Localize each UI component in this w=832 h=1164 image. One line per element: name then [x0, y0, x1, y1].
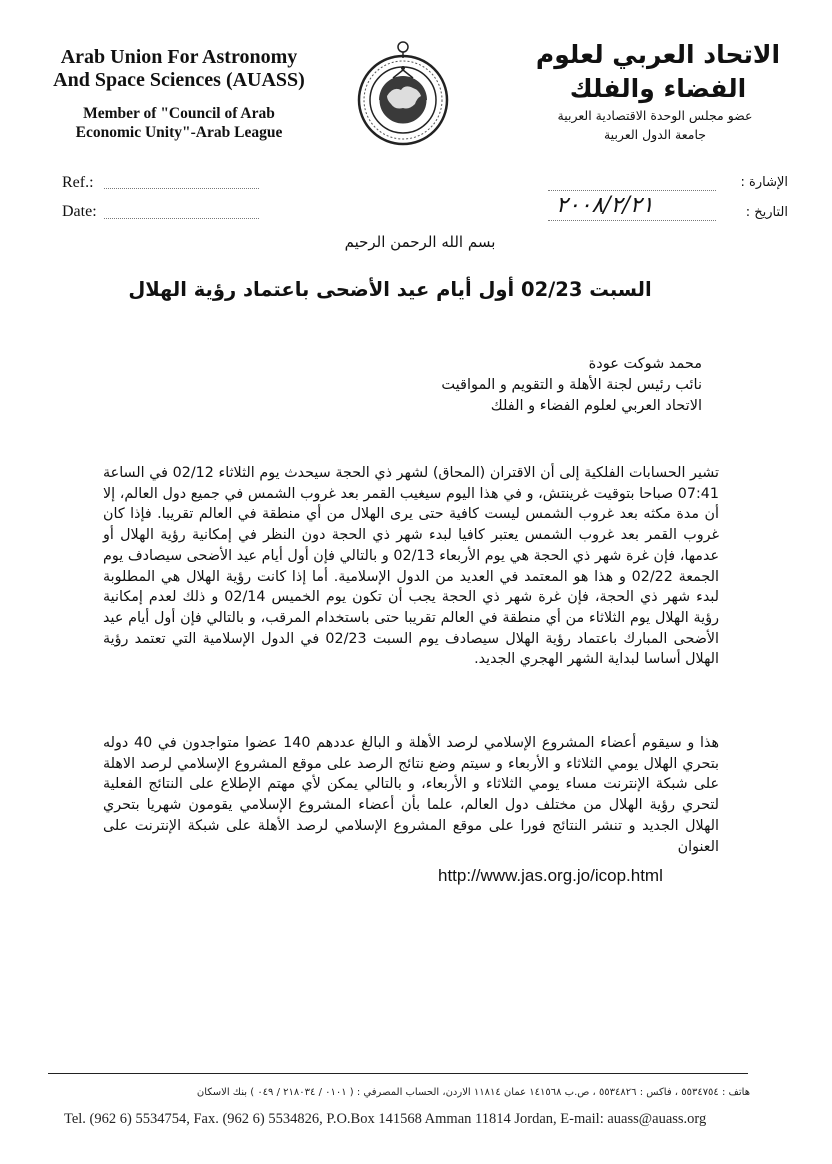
- auass-seal-icon: [355, 38, 451, 146]
- membership-english: [44, 104, 314, 142]
- org-name-english: [44, 46, 314, 92]
- author-block: [302, 354, 702, 417]
- membership-arabic-line2: جامعة الدول العربية: [603, 127, 707, 142]
- date-label-arabic: التاريخ :: [745, 205, 788, 220]
- paragraph-1: تشير الحسابات الفلكية إلى أن الاقتران (المحاق) لشهر ذي الحجة سيحدث يوم الثلاثاء 02/12 في الساعة 07:41 صباحا بتوقيت غرينتش، و في هذا اليوم سيغيب القمر بعد غروب الشمس في جميع دول العالم، إلا أن مدة مكثه بعد غروب الشمس ليست كافية حتى يرى الهلال من أي منطقة في العالم تقريبا. فإذا كان غروب القمر بعد غروب الشمس يعتبر كافيا لبدء شهر ذي الحجة دون النظر في إمكانية رؤية الهلال أو عدمها، فإن غرة شهر ذي الحجة هي يوم الأربعاء 02/13 و بالتالي فإن أول أيام عيد الأضحى سيصادف يوم الجمعة 02/22 و هذا هو المعتمد في العديد من الدول الإسلامية. أما إذا كانت رؤية الهلال هي المطلوبة لبدء شهر ذي الحجة، فإن غرة شهر ذي الحجة يجب أن تكون يوم الخميس 02/14 و ذلك لعدم إمكانية رؤية الهلال يوم الثلاثاء من أي منطقة في العالم تقريبا حتى باستخدام المرقب، و بالتالي فإن أول أيام عيد الأضحى المبارك باعتماد رؤية الهلال سيصادف يوم السبت 02/23 في الدول الإسلامية التي تعتمد رؤية الهلال أساسا لبداية الشهر الهجري الجديد.: [103, 465, 720, 668]
- paragraph-2: هذا و سيقوم أعضاء المشروع الإسلامي لرصد الأهلة و البالغ عددهم 140 عضوا متواجدون في 40 دوله بتحري الهلال يومي الثلاثاء و الأربعاء و سيتم وضع نتائج الرصد على موقع المشروع الإسلامي لرصد الاهلة على شبكة الإنترنت مساء يومي الثلاثاء و الأربعاء، و بالتالي يمكن لأي مهتم الإطلاع على النتائج الفعلية لتحري رؤية الهلال من مختلف دول العالم، علما بأن أعضاء المشروع الإسلامي يقومون شهريا بتحري الهلال الجديد و تنشر النتائج فورا على موقع المشروع الإسلامي لرصد الأهلة على شبكة الإنترنت على العنوان: [103, 735, 719, 855]
- date-label: Date:: [62, 203, 97, 220]
- author-organization: الاتحاد العربي لعلوم الفضاء و الفلك: [490, 398, 702, 414]
- membership-arabic: [530, 106, 780, 144]
- handwritten-date: ٢٠٠٨/٢/٢١: [556, 193, 654, 218]
- org-name-arabic-line2: الفضاء والفلك: [569, 74, 747, 103]
- membership-english-line1: Member of "Council of Arab: [83, 105, 275, 122]
- org-name-english-line1: Arab Union For Astronomy: [60, 46, 298, 68]
- date-line-arabic: [548, 220, 716, 221]
- ref-line: [104, 188, 259, 189]
- author-title: نائب رئيس لجنة الأهلة و التقويم و المواقيت: [441, 377, 702, 393]
- bismillah: بسم الله الرحمن الرحيم: [344, 233, 496, 251]
- membership-english-line2: Economic Unity"-Arab League: [75, 124, 283, 141]
- date-line: [104, 218, 259, 219]
- org-name-english-line2: And Space Sciences (AUASS): [53, 69, 305, 91]
- headline: السبت 02/23 أول أيام عيد الأضحى باعتماد رؤية الهلال: [128, 278, 652, 301]
- org-name-arabic: [528, 38, 788, 106]
- footer-contact-arabic: هاتف : ٥٥٣٤٧٥٤ ، فاكس : ٥٥٣٤٨٢٦ ، ص.ب ١٤١٥٦٨ عمان ١١٨١٤ الاردن، الحساب المصرفي : ( ٠١٠١ / ٢١٨٠٣٤ / ٠٤٩ ) بنك الاسكان: [196, 1087, 750, 1098]
- ref-line-arabic: [548, 190, 716, 191]
- website-url: http://www.jas.org.jo/icop.html: [438, 866, 663, 885]
- ref-label-arabic: الإشارة :: [740, 175, 788, 190]
- membership-arabic-line1: عضو مجلس الوحدة الاقتصادية العربية: [557, 108, 753, 123]
- footer-contact-english: Tel. (962 6) 5534754, Fax. (962 6) 5534826, P.O.Box 141568 Amman 11814 Jordan, E-mail: auass@auass.org: [64, 1111, 707, 1127]
- author-name: محمد شوكت عودة: [588, 356, 702, 372]
- ref-label: Ref.:: [62, 174, 94, 191]
- org-name-arabic-line1: الاتحاد العربي لعلوم: [535, 40, 781, 69]
- footer-divider: [48, 1073, 748, 1074]
